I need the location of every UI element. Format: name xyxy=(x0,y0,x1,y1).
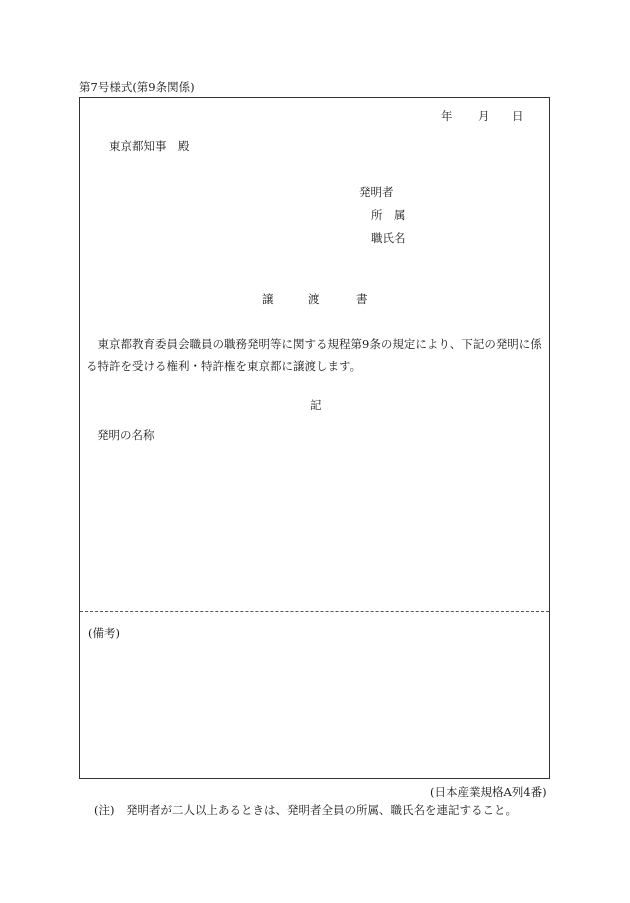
form-label: 第7号様式(第9条関係) xyxy=(79,80,195,94)
title-char-1: 譲 xyxy=(262,292,274,306)
date-month: 月 xyxy=(478,109,490,123)
invention-name-label: 発明の名称 xyxy=(97,428,155,442)
title-char-3: 書 xyxy=(356,292,368,306)
remarks-label: (備考) xyxy=(88,626,120,640)
ki-label: 記 xyxy=(310,398,322,412)
inventor-heading: 発明者 xyxy=(359,185,394,199)
date-day: 日 xyxy=(512,109,524,123)
position-name-label: 職氏名 xyxy=(371,231,406,245)
addressee: 東京都知事 殿 xyxy=(109,139,190,153)
note-label: (注) xyxy=(94,803,115,817)
date-year: 年 xyxy=(441,109,453,123)
body-paragraph: 東京都教育委員会職員の職務発明等に関する規程第9条の規定により、下記の発明に係る特許を受ける権利・特許権を東京都に譲渡します。 xyxy=(86,337,542,373)
paper-size: (日本産業規格A列4番) xyxy=(430,785,547,799)
note-text: 発明者が二人以上あるときは、発明者全員の所属、職氏名を連記すること。 xyxy=(126,803,517,817)
title-char-2: 渡 xyxy=(308,292,320,306)
affiliation-label: 所 属 xyxy=(371,208,406,222)
section-divider xyxy=(80,611,549,612)
